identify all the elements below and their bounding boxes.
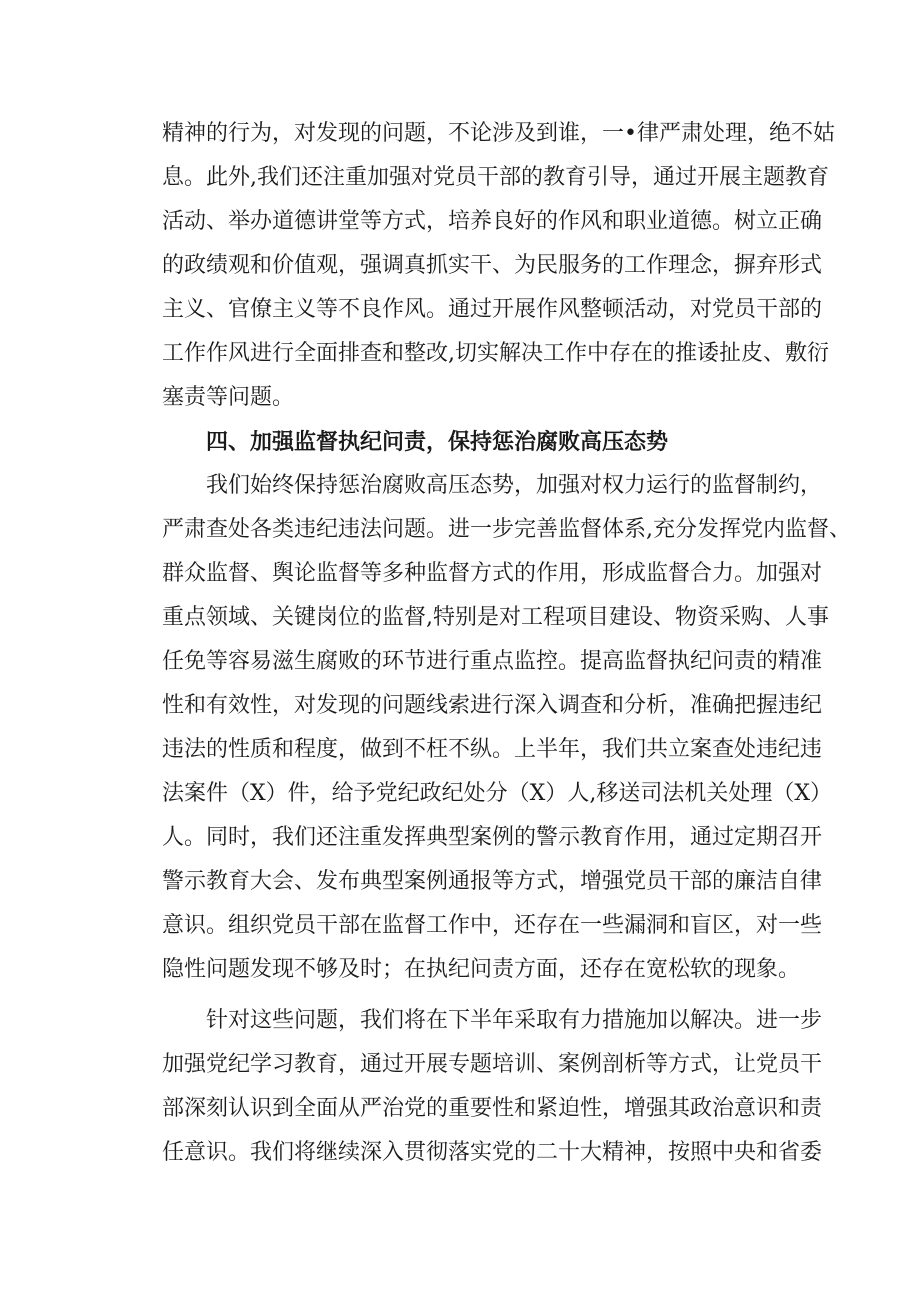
paragraph-1-line: 主义、官僚主义等不良作风。通过开展作风整顿活动，对党员干部的 — [162, 297, 823, 322]
paragraph-1-line: 工作作风进行全面排查和整改,切实解决工作中存在的推诿扯皮、敷衍 — [162, 341, 829, 366]
paragraph-2-line: 我们始终保持惩治腐败高压态势，加强对权力运行的监督制约， — [206, 473, 823, 498]
paragraph-3-line: 加强党纪学习教育，通过开展专题培训、案例剖析等方式，让党员干 — [162, 1052, 823, 1077]
paragraph-2-line: 人。同时，我们还注重发挥典型案例的警示教育作用，通过定期召开 — [162, 825, 823, 850]
paragraph-1-line: 的政绩观和价值观，强调真抓实干、为民服务的工作理念，摒弃形式 — [162, 253, 823, 278]
paragraph-2-line: 任免等容易滋生腐败的环节进行重点监控。提高监督执纪问责的精准 — [162, 649, 823, 674]
paragraph-1-line: 精神的行为，对发现的问题，不论涉及到谁，一•律严肃处理，绝不姑 — [162, 121, 835, 146]
paragraph-3-line: 部深刻认识到全面从严治党的重要性和紧迫性，增强其政治意识和责 — [162, 1096, 823, 1121]
section-heading: 四、加强监督执纪问责，保持惩治腐败高压态势 — [206, 429, 669, 455]
paragraph-2-line: 违法的性质和程度，做到不枉不纵。上半年，我们共立案查处违纪违 — [162, 737, 823, 762]
paragraph-1-line: 息。此外,我们还注重加强对党员干部的教育引导，通过开展主题教育 — [162, 165, 829, 190]
paragraph-1-line: 活动、举办道德讲堂等方式，培养良好的作风和职业道德。树立正确 — [162, 209, 823, 234]
paragraph-2-line: 群众监督、舆论监督等多种监督方式的作用，形成监督合力。加强对 — [162, 561, 823, 586]
paragraph-2-line: 重点领域、关键岗位的监督,特别是对工程项目建设、物资采购、人事 — [162, 605, 829, 630]
paragraph-2-line: 意识。组织党员干部在监督工作中，还存在一些漏洞和盲区，对一些 — [162, 913, 823, 938]
paragraph-2-line: 隐性问题发现不够及时；在执纪问责方面，还存在宽松软的现象。 — [162, 957, 801, 982]
paragraph-2-line: 严肃查处各类违纪违法问题。进一步完善监督体系,充分发挥党内监督、 — [162, 517, 851, 542]
paragraph-1-line: 塞责等问题。 — [162, 385, 295, 410]
paragraph-3-line: 针对这些问题，我们将在下半年采取有力措施加以解决。进一步 — [206, 1008, 823, 1033]
paragraph-2-line: 警示教育大会、发布典型案例通报等方式，增强党员干部的廉洁自律 — [162, 869, 823, 894]
paragraph-2-line: 性和有效性，对发现的问题线索进行深入调查和分析，准确把握违纪 — [162, 693, 823, 718]
paragraph-2-line: 法案件（X）件，给予党纪政纪处分（X）人,移送司法机关处理（X） — [162, 781, 832, 806]
paragraph-3-line: 任意识。我们将继续深入贯彻落实党的二十大精神，按照中央和省委 — [162, 1140, 823, 1165]
